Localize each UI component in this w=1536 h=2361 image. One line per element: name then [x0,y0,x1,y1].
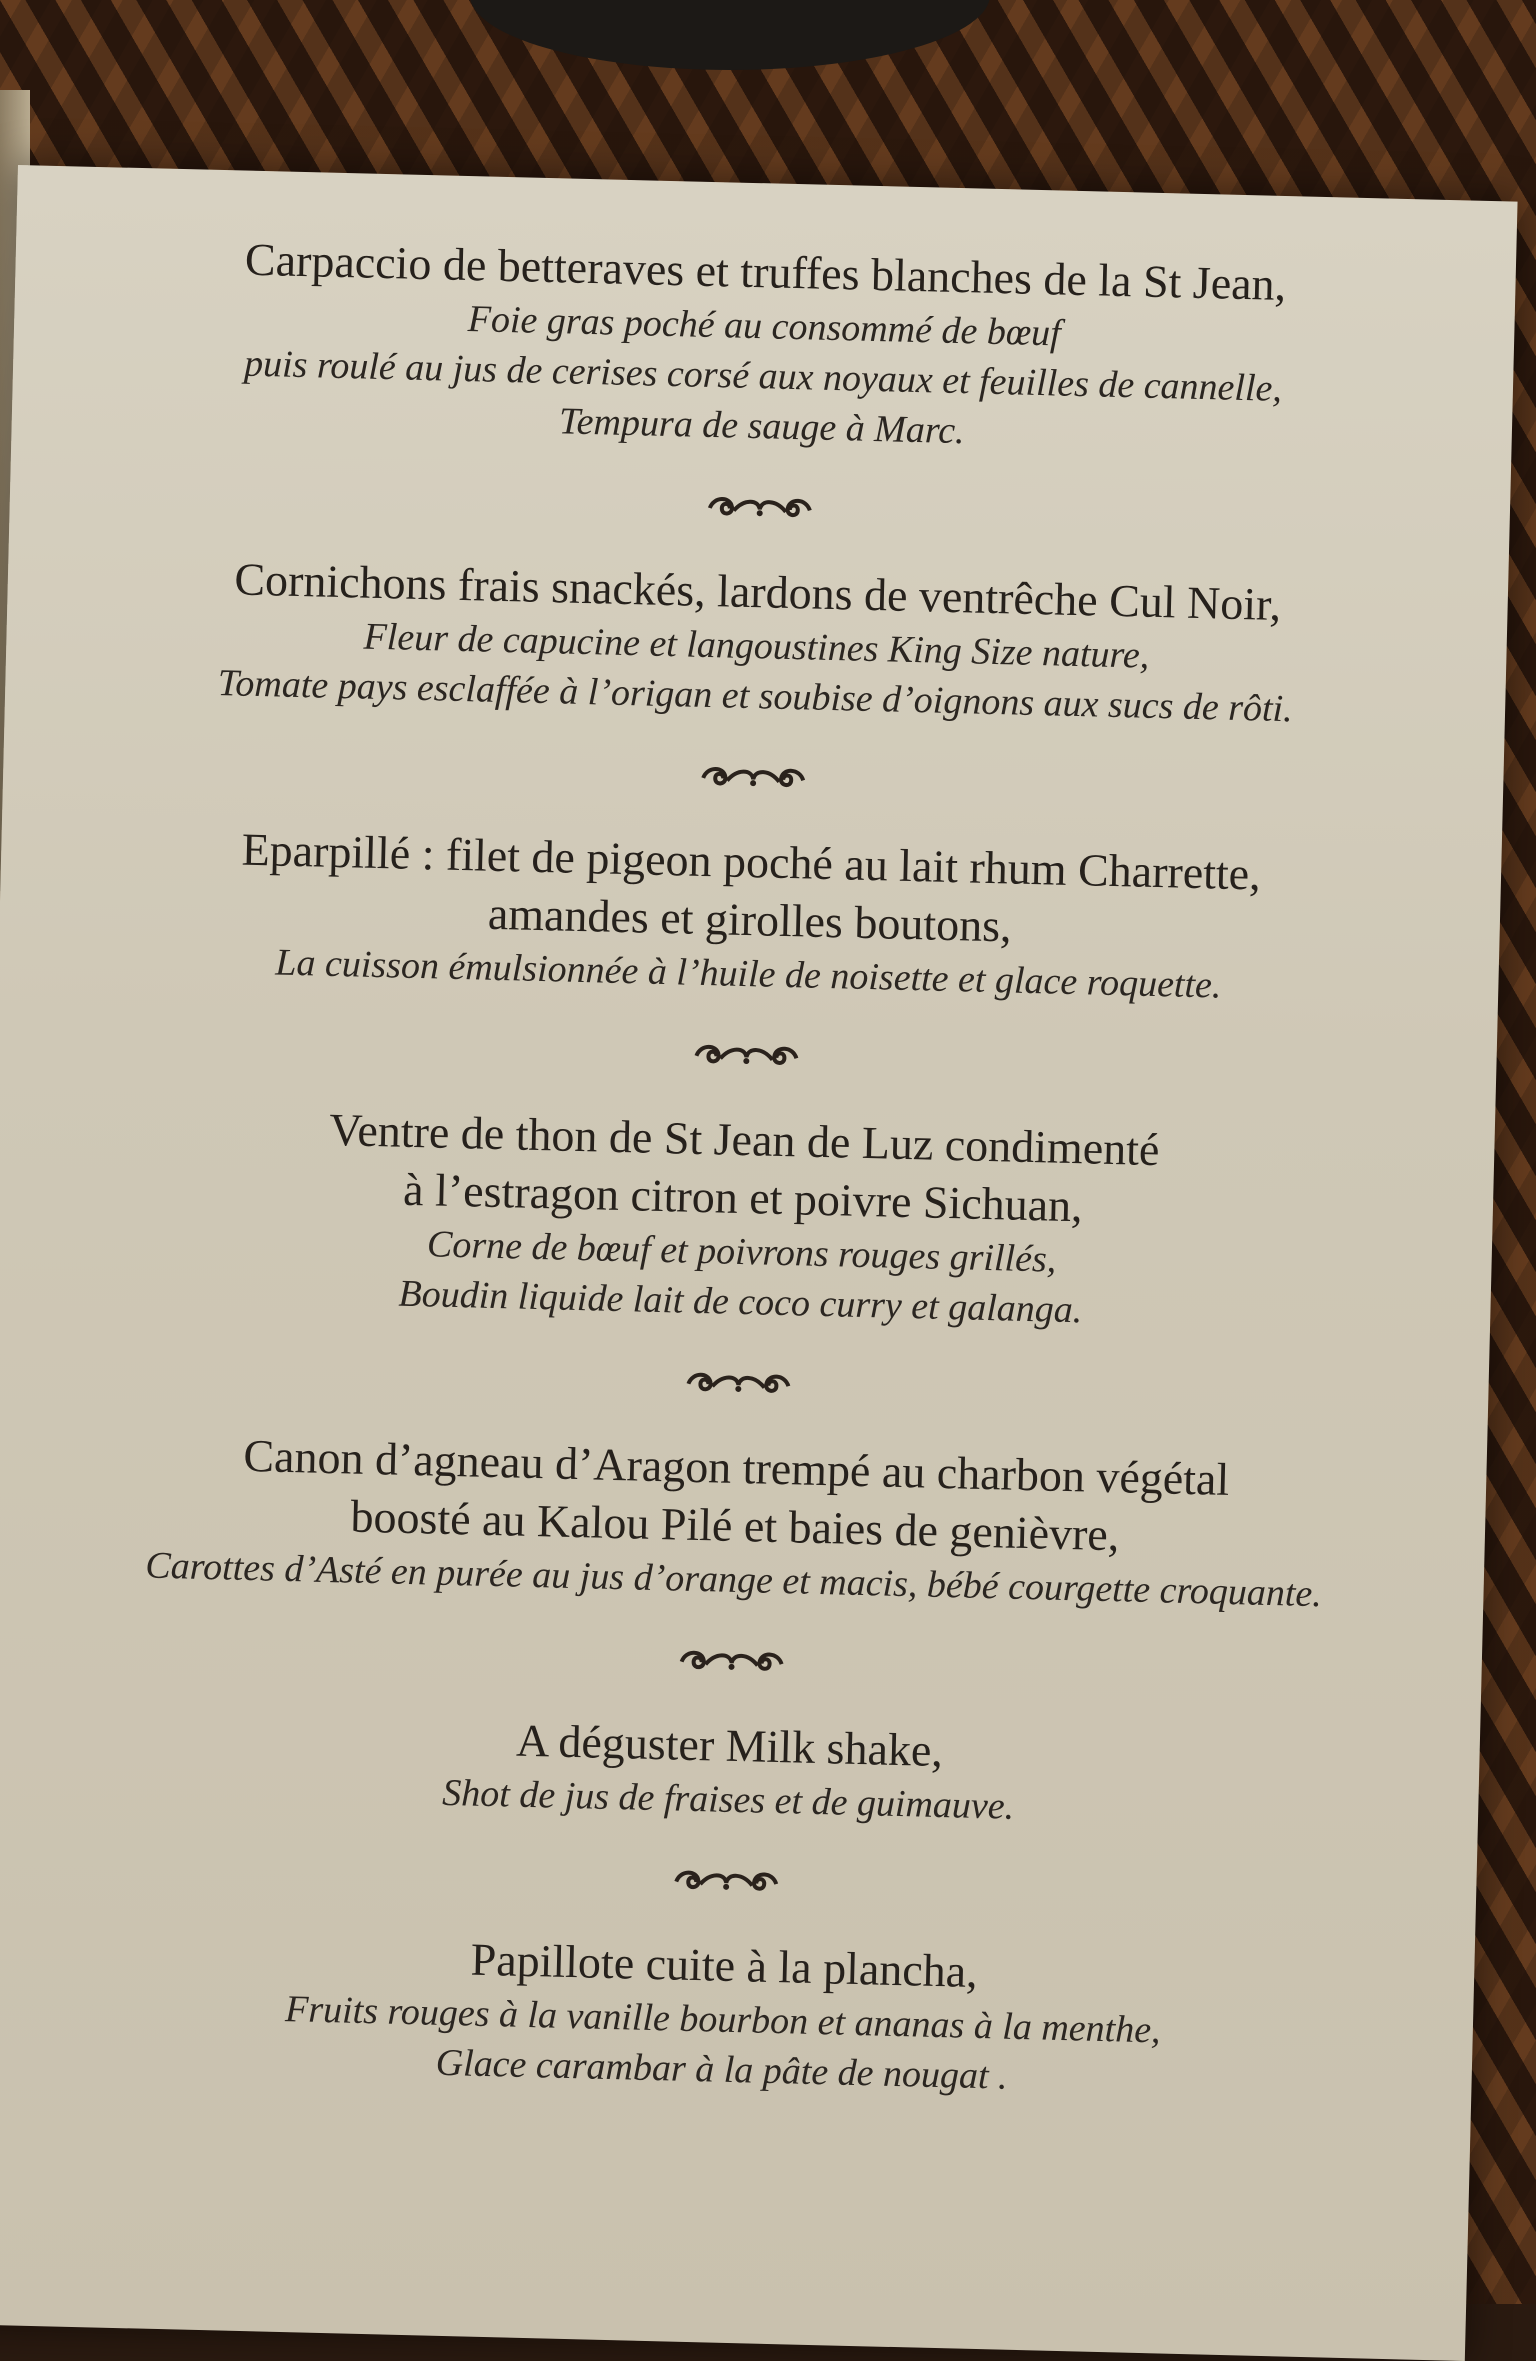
course-divider [699,488,820,525]
ornament-icon [699,488,820,525]
ornament-icon [686,1036,807,1073]
menu-content [0,225,1516,2113]
course-description-line: La cuisson émulsionnée à l’huile de noisette et glace roquette. [274,941,1222,1007]
course-divider [693,758,814,795]
ornament-icon [666,1861,787,1898]
course-title-line: Eparpillé : filet de pigeon poché au lait rhum Charrette, [241,823,1262,900]
ornament-icon [693,758,814,795]
course-title-line: Papillote cuite à la plancha, [470,1933,979,1997]
course-divider [666,1861,787,1898]
menu-course [0,1421,1487,1624]
course-divider [678,1364,799,1401]
course-title-line: Ventre de thon de St Jean de Luz condimenté [328,1103,1161,1176]
course-title-line: à l’estragon citron et poivre Sichuan, [402,1163,1084,1232]
course-description-line: Corne de bœuf et poivrons rouges grillés, [426,1223,1057,1281]
course-title-line: A déguster Milk shake, [515,1714,944,1777]
course-description-line: Fleur de capucine et langoustines King Size nature, [363,615,1150,677]
course-description-line: Shot de jus de fraises et de guimauve. [441,1771,1015,1828]
ornament-icon [671,1641,792,1678]
menu-page [0,165,1518,2361]
course-title-line: Carpaccio de betteraves et truffes blanches de la St Jean, [244,233,1287,311]
course-description-line: Tempura de sauge à Marc. [558,400,966,453]
course-description-line: Tomate pays esclaffée à l’origan et soubise d’oignons aux sucs de rôti. [217,662,1294,731]
menu-course [11,225,1516,470]
course-title-line: boosté au Kalou Pilé et baies de genièvre, [349,1490,1120,1561]
course-title-line: amandes et girolles boutons, [487,887,1013,952]
course-divider [686,1036,807,1073]
menu-course [0,1093,1495,1346]
course-description-line: Foie gras poché au consommé de bœuf [467,298,1062,355]
course-title-line: Canon d’agneau d’Aragon trempé au charbon végétal [242,1429,1230,1505]
menu-course [0,815,1502,1018]
course-description-line: puis roulé au jus de cerises corsé aux noyaux et feuilles de cannelle, [243,342,1283,410]
menu-course [5,545,1508,740]
course-description-line: Carottes d’Asté en purée au jus d’orange et macis, bébé courgette croquante. [144,1544,1323,1616]
course-description-line: Glace carambar à la pâte de nougat . [435,2041,1009,2098]
menu-course [0,1918,1475,2113]
menu-course [0,1699,1480,1844]
course-title-line: Cornichons frais snackés, lardons de ventrêche Cul Noir, [233,553,1282,630]
course-divider [671,1641,792,1678]
course-description-line: Fruits rouges à la vanille bourbon et ananas à la menthe, [284,1988,1162,2052]
ornament-icon [678,1364,799,1401]
course-description-line: Boudin liquide lait de coco curry et galanga. [398,1272,1083,1332]
